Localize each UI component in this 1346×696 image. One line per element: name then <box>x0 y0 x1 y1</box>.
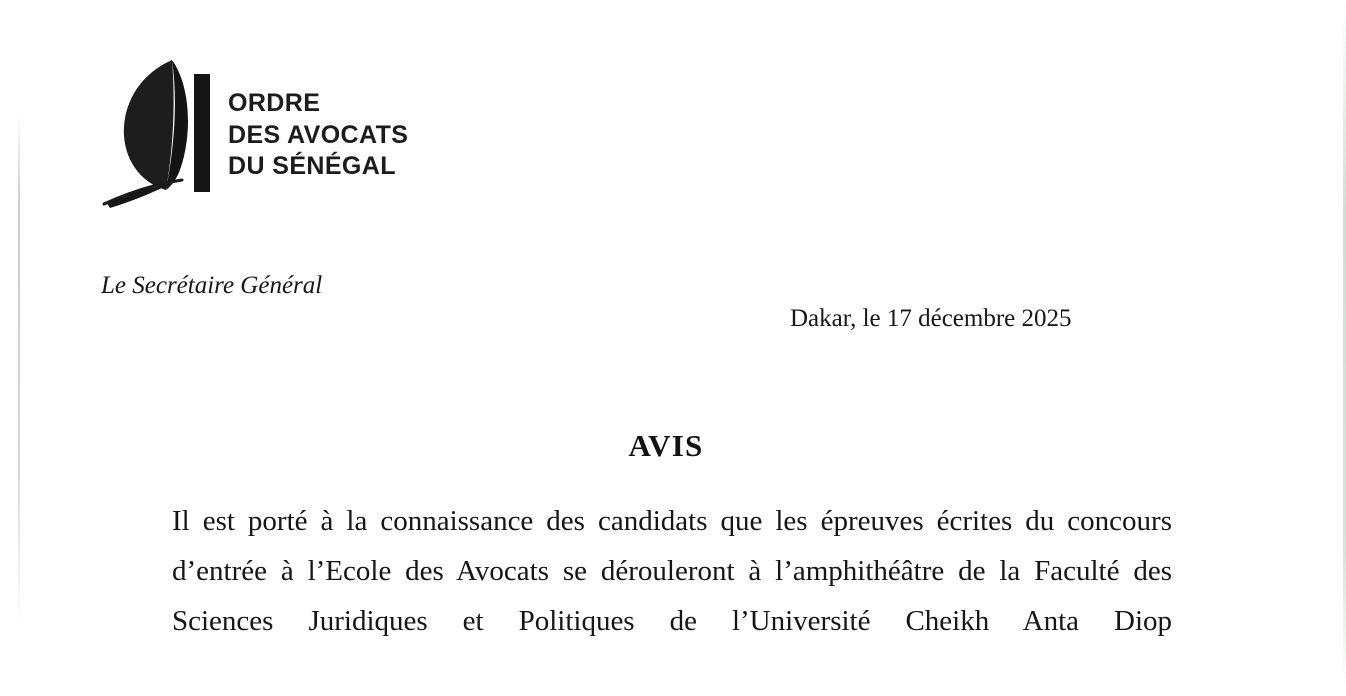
body-paragraph: Il est porté à la connaissance des candidats que les épreuves écrites du concours d’entrée à l’Ecole des Avocats se dérouleront à l’amphithéâtre de la Faculté des Sciences Juridiques et Politiques de l’Université Cheikh Anta Diop <box>172 505 1172 637</box>
organization-line-2: DES AVOCATS <box>228 120 409 149</box>
document-body <box>172 496 1172 696</box>
organization-name <box>228 88 408 183</box>
document-title-text: AVIS <box>628 428 704 463</box>
leaf-quill-logo-icon <box>100 52 218 212</box>
organization-line-1: ORDRE <box>228 89 321 117</box>
scan-edge-artifact-left <box>18 110 20 630</box>
place-and-date: Dakar, le 17 décembre 2025 <box>790 305 1072 332</box>
document-title <box>0 428 1346 464</box>
letterhead <box>100 52 408 212</box>
sender-role: Le Secrétaire Général <box>101 272 323 299</box>
organization-line-3: DU SÉNÉGAL <box>228 152 396 180</box>
